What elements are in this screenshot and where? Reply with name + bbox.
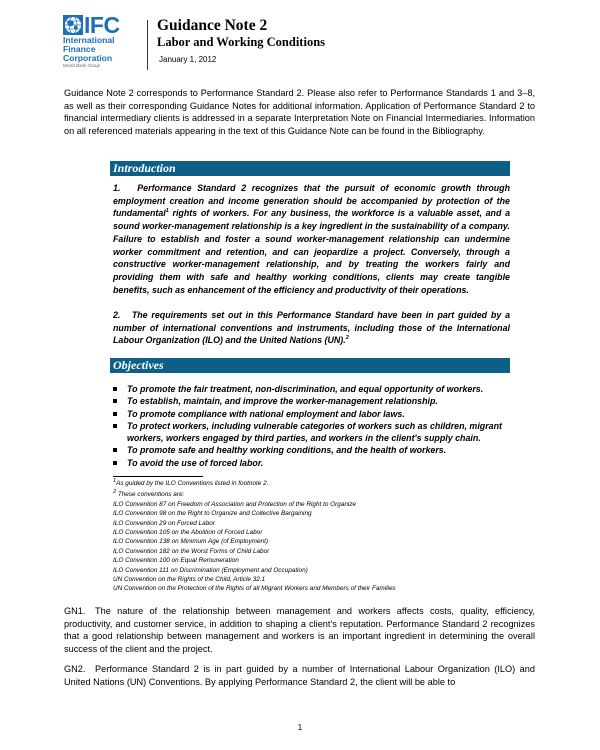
convention-item: ILO Convention 182 on the Worst Forms of Child Labor <box>113 547 270 555</box>
footnote-1 <box>113 479 533 488</box>
convention-item: ILO Convention 138 on Minimum Age (of Employment) <box>113 538 268 546</box>
ifc-logo <box>63 14 143 70</box>
paragraph-text: The requirements set out in this Performance Standard have been in part guided by a number of international conventions and instruments, including those of the International Labour Organization (ILO) and the United Nations (UN). <box>113 310 510 346</box>
ps-paragraph-1 <box>113 182 510 296</box>
objective-item <box>113 395 513 407</box>
bullet-icon <box>113 387 117 391</box>
footnote-separator <box>113 476 203 477</box>
page-number: 1 <box>297 723 303 732</box>
objective-text: To avoid the use of forced labor. <box>127 457 264 468</box>
bullet-icon <box>113 461 117 465</box>
document-title: Guidance Note 2 <box>157 17 268 34</box>
objective-item <box>113 408 513 420</box>
paragraph-text: Performance Standard 2 recognizes that the pursuit of economic growth through employment creation and income generation should be accompanied by protection of the fundamental <box>113 183 511 219</box>
document-subtitle: Labor and Working Conditions <box>157 35 326 49</box>
intro-paragraph: Guidance Note 2 corresponds to Performance Standard 2. Please also refer to Performance Standards 1 and 3–8, as well as their corresponding Guidance Notes for additional information. Application of Performance Standard 2 to financial intermediary clients is addressed in a separate Interpretation Note on Financial Intermediaries. Information on all referenced materials appearing in the text of this Guidance Note can be found in the Bibliography. <box>64 88 535 136</box>
logo-line-3: Corporation <box>63 53 113 63</box>
logo-line-1: International <box>63 35 115 45</box>
bullet-icon <box>113 424 117 428</box>
bullet-icon <box>113 448 117 452</box>
header-divider <box>147 20 148 70</box>
section-heading-objectives: Objectives <box>110 358 510 373</box>
section-heading-introduction: Introduction <box>110 161 510 176</box>
logo-brand: IFC <box>84 12 120 38</box>
objective-item <box>113 420 513 445</box>
document-date: January 1, 2012 <box>159 55 217 64</box>
objective-item <box>113 457 513 469</box>
guidance-number: GN1. <box>64 606 86 616</box>
convention-item: ILO Convention 100 on Equal Remuneration <box>113 557 239 565</box>
logo-line-2: Finance <box>63 44 96 54</box>
paragraph-text-cont: rights of workers. For any business, the workforce is a valuable asset, and a sound worker-management relationship is a key ingredient in the sustainability of a company. Failure to establish and foster a sound worker-management relationship can undermine worker commitment and retention, and can jeopardize a project. Conversely, through a constructive worker-management relationship, and by treating the workers fairly and providing them with safe and healthy working conditions, clients may create tangible benefits, such as enhancement of the efficiency and productivity of their operations. <box>113 208 510 295</box>
objective-text: To promote compliance with national employment and labor laws. <box>127 408 405 419</box>
guidance-paragraph-gn1 <box>64 605 535 655</box>
ps-paragraph-2 <box>113 309 510 347</box>
objective-text: To promote safe and healthy working conditions, and the health of workers. <box>127 445 447 456</box>
convention-item: ILO Convention 98 on the Right to Organize and Collective Bargaining <box>113 510 312 518</box>
convention-item: UN Convention on the Protection of the Rights of all Migrant Workers and Members of their Families <box>113 585 396 593</box>
globe-icon <box>63 15 83 35</box>
objective-text: To protect workers, including vulnerable categories of workers such as children, migrant workers, workers engaged by third parties, and workers in the client's supply chain. <box>127 420 502 444</box>
objective-item <box>113 383 513 395</box>
convention-item: ILO Convention 29 on Forced Labor <box>113 519 215 527</box>
footnote-mark: 2 <box>113 489 117 496</box>
guidance-text: The nature of the relationship between management and workers affects costs, quality, efficiency, productivity, and customer service, in addition to shaping a client's reputation. Performance Standard 2 recognizes that a good relationship between management and workers is an important ingredient in determining the overall success of the client and the project. <box>64 606 535 654</box>
footnotes <box>113 479 533 594</box>
convention-item: ILO Convention 87 on Freedom of Association and Protection of the Right to Organize <box>113 500 357 508</box>
convention-item: ILO Convention 111 on Discrimination (Employment and Occupation) <box>113 566 308 574</box>
paragraph-number: 2. <box>113 310 121 320</box>
footnote-2 <box>113 490 533 499</box>
objective-text: To promote the fair treatment, non-discrimination, and equal opportunity of workers. <box>127 384 484 394</box>
footnote-text: As guided by the ILO Conventions listed in footnote 2. <box>116 480 269 487</box>
convention-item: ILO Convention 105 on the Abolition of Forced Labor <box>113 529 263 537</box>
logo-tagline: World Bank Group <box>63 63 101 68</box>
bullet-icon <box>113 412 117 416</box>
footnote-ref-1[interactable]: 1 <box>165 208 169 215</box>
guidance-number: GN2. <box>64 664 86 674</box>
convention-item: UN Convention on the Rights of the Child, Article 32.1 <box>113 576 266 584</box>
objectives-list <box>113 383 513 469</box>
objective-text: To establish, maintain, and improve the worker-management relationship. <box>127 396 438 407</box>
footnote-text: These conventions are: <box>117 491 185 499</box>
objective-item <box>113 444 513 456</box>
bullet-icon <box>113 399 117 403</box>
footnote-mark: 1 <box>113 477 117 484</box>
footnote-ref-2[interactable]: 2 <box>345 335 349 342</box>
guidance-text: Performance Standard 2 is in part guided by a number of International Labour Organization (ILO) and United Nations (UN) Conventions. By applying Performance Standard 2, the client will be able to <box>64 664 535 687</box>
paragraph-number: 1. <box>113 183 121 193</box>
guidance-paragraph-gn2 <box>64 663 535 688</box>
